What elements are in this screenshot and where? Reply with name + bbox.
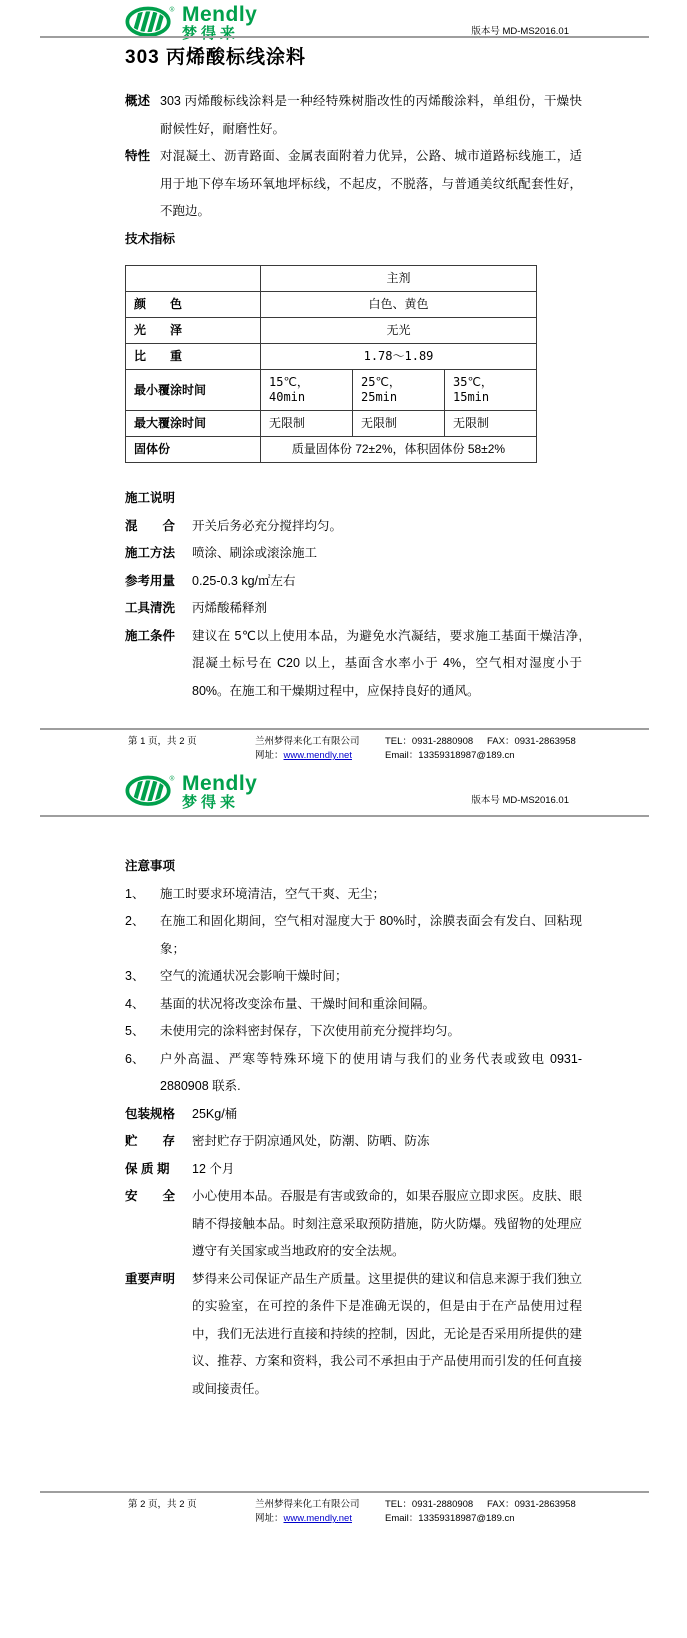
website-field	[255, 749, 385, 763]
brand-name-en: Mendly	[182, 772, 258, 795]
page1-body	[125, 44, 582, 705]
mendly-logo-icon	[125, 4, 177, 38]
company-name: 兰州梦得来化工有限公司	[255, 736, 360, 747]
note-number: 4、	[125, 996, 145, 1011]
note-text: 施工时要求环境清洁，空气干爽、无尘；	[160, 886, 386, 901]
spec-row-value: 15℃，40min	[261, 370, 353, 411]
mendly-logo-icon	[125, 773, 177, 807]
page2-body	[125, 853, 582, 1403]
overview-text: 303 丙烯酸标线涂料是一种经特殊树脂改性的丙烯酸涂料，单组份，干燥快耐候性好，耐磨性好。	[160, 94, 582, 136]
construction-row	[125, 568, 582, 596]
page-number: 第 2 页，共 2 页	[128, 1499, 197, 1510]
note-item	[125, 991, 582, 1019]
spec-row-label: 最大覆涂时间	[126, 411, 261, 437]
note-number: 6、	[125, 1051, 145, 1066]
website-link[interactable]: www.mendly.net	[283, 1513, 352, 1524]
note-text: 空气的流通状况会影响干燥时间；	[160, 969, 348, 983]
construction-label: 施工方法	[125, 546, 176, 560]
brand-name-cn: 梦得来	[182, 794, 240, 811]
overview-label: 概述	[125, 94, 151, 108]
info-text: 12 个月	[192, 1161, 235, 1176]
spec-row-value: 质量固体份 72±2%，体积固体份 58±2%	[261, 437, 537, 463]
tel-label: TEL：0931-2880908	[385, 1499, 474, 1510]
fax-label: FAX：0931-2863958	[487, 736, 576, 747]
tel-label: TEL：0931-2880908	[385, 736, 474, 747]
page1-footer	[40, 728, 649, 763]
table-row	[126, 292, 537, 318]
tech-spec-table	[125, 265, 537, 463]
info-row-packaging	[125, 1101, 582, 1129]
website-field	[255, 1512, 385, 1526]
note-item	[125, 963, 582, 991]
email-label: Email：13359318987@189.cn	[385, 1513, 515, 1524]
construction-row	[125, 595, 582, 623]
website-label: 网址：	[255, 750, 284, 761]
spec-row-label: 光 泽	[126, 318, 261, 344]
note-item	[125, 1046, 582, 1101]
construction-text: 开关后务必充分搅拌均匀。	[192, 518, 343, 533]
features-label: 特性	[125, 149, 151, 163]
company-name: 兰州梦得来化工有限公司	[255, 1499, 360, 1510]
construction-label: 混 合	[125, 518, 176, 533]
construction-text: 建议在 5℃以上使用本品，为避免水汽凝结，要求施工基面干燥洁净,混凝土标号在 C20 以上，基面含水率小于 4%，空气相对湿度小于 80%。在施工和干燥期过程中，应保持良好的通风。	[192, 628, 582, 698]
brand-wordmark	[182, 773, 257, 810]
info-row-storage	[125, 1128, 582, 1156]
info-label: 包装规格	[125, 1106, 176, 1121]
info-label: 贮 存	[125, 1134, 176, 1148]
note-text: 户外高温、严寒等特殊环境下的使用请与我们的业务代表或致电 0931-2880908 联系.	[160, 1051, 582, 1093]
construction-heading: 施工说明	[125, 491, 176, 505]
note-number: 1、	[125, 886, 145, 901]
info-label: 安 全	[125, 1189, 176, 1203]
construction-label: 工具清洗	[125, 601, 176, 615]
features-text: 对混凝土、沥青路面、金属表面附着力优异，公路、城市道路标线施工，适用于地下停车场环氧地坪标线，不起皮，不脱落，与普通美纹纸配套性好，不跑边。	[160, 149, 582, 218]
spec-row-value: 无限制	[445, 411, 537, 437]
table-row	[126, 411, 537, 437]
header-rule	[40, 36, 649, 38]
footer-line-2	[40, 1512, 649, 1526]
registered-mark-icon: ®	[169, 775, 175, 783]
construction-row	[125, 623, 582, 706]
footer-line-1	[40, 1493, 649, 1512]
spec-row-value: 25℃，25min	[353, 370, 445, 411]
construction-text: 喷涂、刷涂或滚涂施工	[192, 546, 318, 560]
note-number: 2、	[125, 914, 145, 928]
table-row	[126, 318, 537, 344]
info-label: 重要声明	[125, 1271, 176, 1286]
spec-row-value: 35℃，15min	[445, 370, 537, 411]
table-row	[126, 437, 537, 463]
note-item	[125, 908, 582, 963]
overview-section	[125, 88, 582, 143]
notes-heading: 注意事项	[125, 859, 176, 873]
construction-text: 0.25-0.3 kg/㎡左右	[192, 573, 296, 588]
spec-row-value: 白色、黄色	[261, 292, 537, 318]
spec-row-label: 颜 色	[126, 292, 261, 318]
spec-main-agent-header: 主剂	[261, 266, 537, 292]
table-row	[126, 266, 537, 292]
fax-label: FAX：0931-2863958	[487, 1499, 576, 1510]
features-section	[125, 143, 582, 226]
datasheet-page-2	[0, 763, 687, 1638]
table-row	[126, 370, 537, 411]
note-number: 5、	[125, 1024, 145, 1038]
construction-label: 施工条件	[125, 628, 176, 643]
product-title: 303 丙烯酸标线涂料	[125, 47, 306, 68]
email-label: Email：13359318987@189.cn	[385, 750, 515, 761]
info-row-safety	[125, 1183, 582, 1266]
version-label: 版本号 MD-MS2016.01	[471, 26, 569, 37]
info-text: 小心使用本品。吞服是有害或致命的，如果吞服应立即求医。皮肤、眼睛不得接触本品。时刻注意采取预防措施，防火防爆。残留物的处理应遵守有关国家或当地政府的安全法规。	[192, 1189, 582, 1258]
spec-row-value: 无光	[261, 318, 537, 344]
brand-name-en: Mendly	[182, 3, 258, 26]
header-rule	[40, 815, 649, 817]
table-row	[126, 344, 537, 370]
note-number: 3、	[125, 969, 145, 983]
note-text: 基面的状况将改变涂布量、干燥时间和重涂间隔。	[160, 996, 436, 1011]
website-link[interactable]: www.mendly.net	[283, 750, 352, 761]
info-text: 梦得来公司保证产品生产质量。这里提供的建议和信息来源于我们独立的实验室，在可控的条件下是准确无误的，但是由于在产品使用过程中，我们无法进行直接和持续的控制，因此，无论是否采用所提供的建议、推荐、方案和资料，我公司不承担由于产品使用而引发的任何直接或间接责任。	[192, 1271, 582, 1396]
info-row-shelf-life	[125, 1156, 582, 1184]
page2-footer	[40, 1491, 649, 1526]
construction-label: 参考用量	[125, 573, 176, 588]
datasheet-page-1	[0, 0, 687, 763]
footer-line-2	[40, 749, 649, 763]
spec-row-label: 固体份	[126, 437, 261, 463]
footer-line-1	[40, 730, 649, 749]
note-text: 未使用完的涂料密封保存，下次使用前充分搅拌均匀。	[160, 1024, 461, 1038]
spec-row-value: 无限制	[353, 411, 445, 437]
construction-row	[125, 513, 582, 541]
tech-spec-heading: 技术指标	[125, 231, 176, 246]
spec-row-label: 最小覆涂时间	[126, 370, 261, 411]
construction-text: 丙烯酸稀释剂	[192, 601, 268, 615]
website-label: 网址：	[255, 1513, 284, 1524]
page2-header	[125, 773, 569, 810]
info-text: 密封贮存于阴凉通风处，防潮、防晒、防冻	[192, 1134, 430, 1148]
registered-mark-icon: ®	[169, 6, 175, 14]
construction-row	[125, 540, 582, 568]
info-row-disclaimer	[125, 1266, 582, 1404]
info-text: 25Kg/桶	[192, 1106, 238, 1121]
spec-row-label: 比 重	[126, 344, 261, 370]
mendly-logo	[125, 773, 257, 810]
version-label: 版本号 MD-MS2016.01	[471, 795, 569, 806]
info-label: 保 质 期	[125, 1161, 170, 1176]
note-item	[125, 1018, 582, 1046]
spec-row-value: 1.78～1.89	[261, 344, 537, 370]
note-item	[125, 881, 582, 909]
spec-empty-cell	[126, 266, 261, 292]
note-text: 在施工和固化期间，空气相对湿度大于 80%时，涂膜表面会有发白、回粘现象；	[160, 914, 582, 956]
spec-row-value: 无限制	[261, 411, 353, 437]
brand-name-cn: 梦得来	[182, 25, 240, 42]
page-number: 第 1 页，共 2 页	[128, 736, 197, 747]
